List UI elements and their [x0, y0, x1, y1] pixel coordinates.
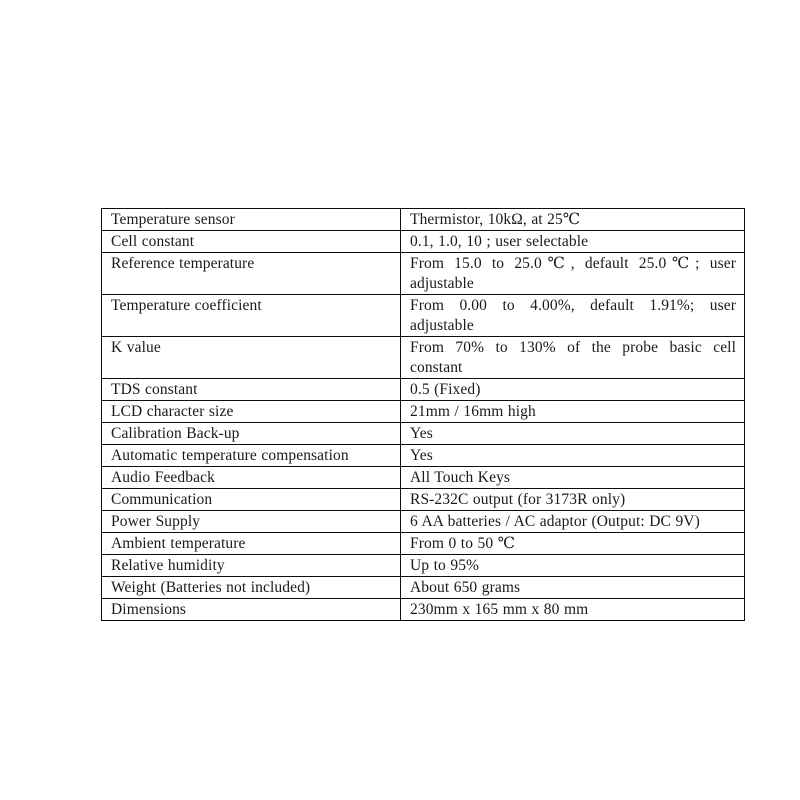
spec-value: 0.5 (Fixed): [401, 379, 745, 401]
spec-value: From 15.0 to 25.0℃, default 25.0℃; user adjustable: [401, 253, 745, 295]
table-row: [102, 209, 745, 231]
spec-label: Temperature sensor: [102, 209, 401, 231]
spec-label: Reference temperature: [102, 253, 401, 295]
spec-label: LCD character size: [102, 401, 401, 423]
table-row: [102, 423, 745, 445]
table-row: [102, 555, 745, 577]
table-row: [102, 577, 745, 599]
spec-label: Weight (Batteries not included): [102, 577, 401, 599]
table-row: [102, 379, 745, 401]
spec-label: Automatic temperature compensation: [102, 445, 401, 467]
table-row: [102, 337, 745, 379]
spec-value: From 70% to 130% of the probe basic cell constant: [401, 337, 745, 379]
table-row: [102, 599, 745, 621]
spec-value: Thermistor, 10kΩ, at 25℃: [401, 209, 745, 231]
table-row: [102, 445, 745, 467]
spec-label: Relative humidity: [102, 555, 401, 577]
specifications-table: [101, 208, 745, 621]
spec-label: Temperature coefficient: [102, 295, 401, 337]
spec-value: 21mm / 16mm high: [401, 401, 745, 423]
table-row: [102, 533, 745, 555]
spec-value: Yes: [401, 423, 745, 445]
spec-value: 6 AA batteries / AC adaptor (Output: DC 9V): [401, 511, 745, 533]
spec-value: About 650 grams: [401, 577, 745, 599]
spec-label: TDS constant: [102, 379, 401, 401]
spec-label: Communication: [102, 489, 401, 511]
table-row: [102, 253, 745, 295]
spec-label: K value: [102, 337, 401, 379]
spec-value: Up to 95%: [401, 555, 745, 577]
spec-value: RS-232C output (for 3173R only): [401, 489, 745, 511]
table-row: [102, 511, 745, 533]
table-row: [102, 401, 745, 423]
spec-value: All Touch Keys: [401, 467, 745, 489]
table-row: [102, 467, 745, 489]
spec-label: Calibration Back-up: [102, 423, 401, 445]
spec-value: 230mm x 165 mm x 80 mm: [401, 599, 745, 621]
spec-value: From 0 to 50 ℃: [401, 533, 745, 555]
spec-value: From 0.00 to 4.00%, default 1.91%; user adjustable: [401, 295, 745, 337]
spec-label: Ambient temperature: [102, 533, 401, 555]
spec-value: 0.1, 1.0, 10 ; user selectable: [401, 231, 745, 253]
spec-label: Audio Feedback: [102, 467, 401, 489]
spec-value: Yes: [401, 445, 745, 467]
table-row: [102, 231, 745, 253]
table-row: [102, 489, 745, 511]
table-row: [102, 295, 745, 337]
spec-label: Dimensions: [102, 599, 401, 621]
spec-label: Cell constant: [102, 231, 401, 253]
spec-label: Power Supply: [102, 511, 401, 533]
